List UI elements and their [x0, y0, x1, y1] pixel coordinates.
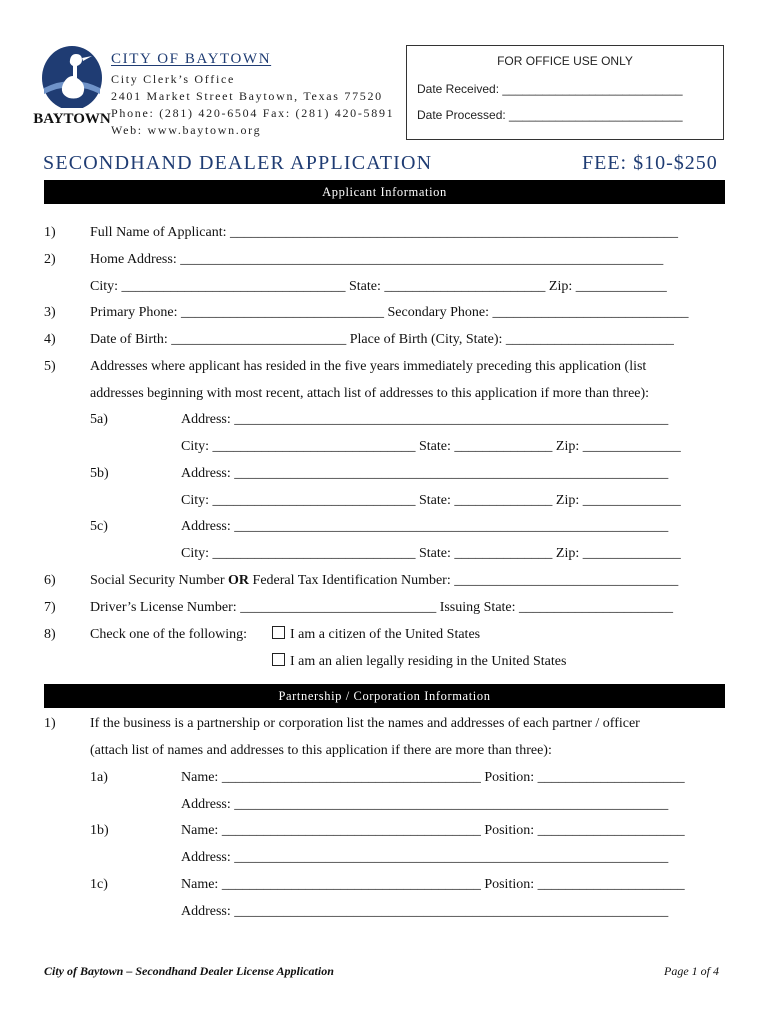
item-number: 5): [44, 359, 56, 374]
sub-item-label: 5c): [90, 519, 108, 534]
phone-fax: Phone: (281) 420-6504 Fax: (281) 420-5891: [111, 106, 395, 120]
drivers-license-field[interactable]: Driver’s License Number: ____________________________ Issuing State: ______________________: [90, 600, 674, 615]
partnership-section-heading: Partnership / Corporation Information: [44, 684, 725, 708]
item-number: 1): [44, 225, 56, 240]
sub-item-label: 1a): [90, 770, 108, 785]
alien-option-label: I am an alien legally residing in the United States: [290, 654, 567, 669]
sub-item-label: 1b): [90, 823, 109, 838]
alien-option[interactable]: [272, 653, 566, 670]
partnership-instructions: (attach list of names and addresses to this application if there are more than three):: [90, 743, 552, 758]
sub-item-label: 5b): [90, 466, 109, 481]
applicant-section-heading: Applicant Information: [44, 180, 725, 204]
prior-address-field[interactable]: Address: ______________________________________________________________: [181, 466, 669, 481]
birth-fields[interactable]: Date of Birth: _________________________ Place of Birth (City, State): ________________________: [90, 332, 674, 347]
item-number: 7): [44, 600, 56, 615]
sub-item-label: 1c): [90, 877, 108, 892]
partner-name-position-field[interactable]: Name: _____________________________________ Position: _____________________: [181, 823, 685, 838]
home-address-field[interactable]: Home Address: _____________________________________________________________________: [90, 252, 664, 267]
partner-address-field[interactable]: Address: ______________________________________________________________: [181, 797, 669, 812]
citizen-option-label: I am a citizen of the United States: [290, 627, 481, 642]
ssn-or-emphasis: OR: [228, 573, 250, 588]
citizenship-prompt: Check one of the following:: [90, 627, 248, 642]
ssn-tax-id-field[interactable]: [90, 572, 678, 589]
full-name-field[interactable]: Full Name of Applicant: ________________________________________________________________: [90, 225, 678, 240]
partnership-instructions: If the business is a partnership or corporation list the names and addresses of each partner / officer: [90, 716, 640, 731]
date-received-field[interactable]: Date Received: ___________________________: [417, 82, 683, 96]
prior-city-state-zip-field[interactable]: City: _____________________________ State: ______________ Zip: ______________: [181, 546, 681, 561]
footer-document-name: City of Baytown – Secondhand Dealer License Application: [44, 964, 334, 978]
prior-addresses-instructions: addresses beginning with most recent, attach list of addresses to this application if more than three):: [90, 386, 650, 401]
item-number: 2): [44, 252, 56, 267]
phone-fields[interactable]: Primary Phone: _____________________________ Secondary Phone: ____________________________: [90, 305, 689, 320]
home-city-state-zip-field[interactable]: City: ________________________________ State: _______________________ Zip: _____________: [90, 279, 667, 294]
citizen-option[interactable]: [272, 626, 480, 643]
partner-name-position-field[interactable]: Name: _____________________________________ Position: _____________________: [181, 770, 685, 785]
partner-address-field[interactable]: Address: ______________________________________________________________: [181, 850, 669, 865]
fee-label: FEE: $10-$250: [582, 152, 718, 174]
logo-wordmark: BAYTOWN: [33, 111, 111, 127]
prior-city-state-zip-field[interactable]: City: _____________________________ State: ______________ Zip: ______________: [181, 439, 681, 454]
org-title: CITY OF BAYTOWN: [111, 51, 272, 67]
footer-page-number: Page 1 of 4: [664, 964, 719, 978]
date-processed-field[interactable]: Date Processed: __________________________: [417, 108, 683, 122]
partner-name-position-field[interactable]: Name: _____________________________________ Position: _____________________: [181, 877, 685, 892]
office-use-title: FOR OFFICE USE ONLY: [497, 54, 633, 68]
street-address: 2401 Market Street Baytown, Texas 77520: [111, 89, 383, 103]
partner-address-field[interactable]: Address: ______________________________________________________________: [181, 904, 669, 919]
clerk-office: City Clerk’s Office: [111, 72, 236, 86]
sub-item-label: 5a): [90, 412, 108, 427]
document-title: SECONDHAND DEALER APPLICATION: [43, 152, 433, 174]
tax-id-label: Federal Tax Identification Number: ________________________________: [249, 573, 679, 588]
office-use-box: [406, 45, 724, 140]
item-number: 6): [44, 573, 56, 588]
item-number: 1): [44, 716, 56, 731]
item-number: 3): [44, 305, 56, 320]
citizen-checkbox[interactable]: [272, 626, 285, 639]
item-number: 8): [44, 627, 56, 642]
prior-address-field[interactable]: Address: ______________________________________________________________: [181, 519, 669, 534]
city-logo: [33, 44, 111, 128]
prior-address-field[interactable]: Address: ______________________________________________________________: [181, 412, 669, 427]
prior-addresses-instructions: Addresses where applicant has resided in the five years immediately preceding this application (list: [90, 359, 647, 374]
item-number: 4): [44, 332, 56, 347]
website: Web: www.baytown.org: [111, 123, 262, 137]
ssn-label: Social Security Number: [90, 573, 229, 588]
alien-checkbox[interactable]: [272, 653, 285, 666]
prior-city-state-zip-field[interactable]: City: _____________________________ State: ______________ Zip: ______________: [181, 493, 681, 508]
